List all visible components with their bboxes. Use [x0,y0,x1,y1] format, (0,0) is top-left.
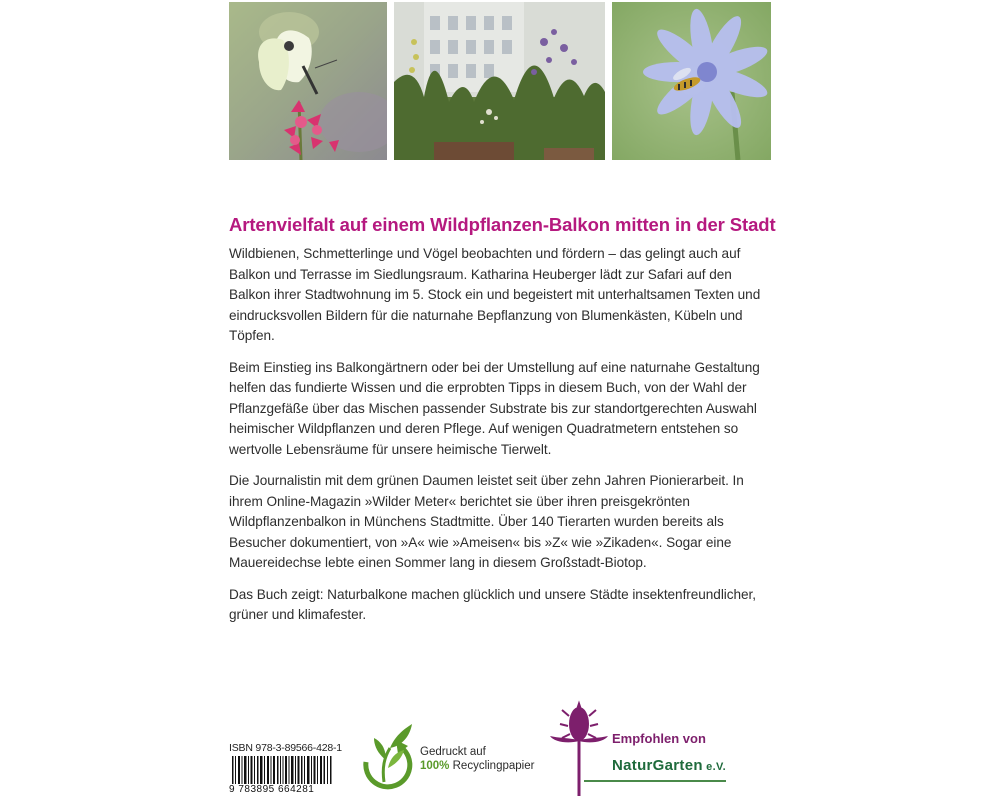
balcony-photo [394,2,605,160]
recycling-note-line2 [420,759,534,773]
blurb-paragraph-2: Beim Einstieg ins Balkongärtnern oder bei der Umstellung auf eine naturnahe Gestaltung helfen das fundierte Wissen und die erprobten Tipps in diesem Buch, von der Wahl der Pflanzgefäße über das Mischen passender Substrate bis zur standortgerechten Auswahl heimischer Wildpflanzen und deren Pflege. Auf wenigen Quadratmetern entstehen so wertvolle Lebensräume für unsere heimische Tierwelt. [229,359,760,457]
recycling-percent: 100% [420,760,450,772]
blurb-paragraph-4: Das Buch zeigt: Naturbalkone machen glücklich und unsere Städte insektenfreundlicher, grüner und klimafester. [229,586,756,622]
butterfly-photo [229,2,387,160]
blurb-paragraph-3: Die Journalistin mit dem grünen Daumen leistet seit über zehn Jahren Pionierarbeit. In ihrem Online-Magazin »Wilder Meter« berichtet sie über ihren preisgekrönten Wildpflanzenbalkon in Münchens Stadtmitte. Über 140 Tierarten wurden bereits als Besucher dokumentiert, von »A« wie »Ameisen« bis »Z« wie »Zikaden«. Sogar eine Mauereidechse lebte einen Sommer lang in diesem Großstadt-Biotop. [229,473,744,570]
barcode-digits: 9 783895 664281 [229,784,339,797]
naturgarten-suffix: e.V. [702,761,726,773]
isbn-label: ISBN 978-3-89566-428-1 [229,742,342,754]
recycling-note-line1: Gedruckt auf [420,746,486,758]
recycling-note-rest: Recyclingpapier [449,760,535,772]
naturgarten-underline [584,780,726,782]
recommended-by-label: Empfohlen von [612,731,706,746]
naturgarten-logo [584,753,734,785]
recycle-leaf-icon [356,718,416,796]
naturgarten-wordmark [612,757,726,774]
blurb-paragraph-1: Wildbienen, Schmetterlinge und Vögel beobachten und fördern – das gelingt auch auf Balkon und Terrasse im Siedlungsraum. Katharina Heuberger lädt zur Safari auf den Balkon ihrer Stadtwohnung im 5. Stock ein und begeistert mit unterhaltsamen Texten und eindrucksvollen Bildern für die naturnahe Bepflanzung von Blumenkästen, Kübeln und Töpfen. [229,246,761,343]
chicory-photo [612,2,771,160]
blurb-headline: Artenvielfalt auf einem Wildpflanzen-Balkon mitten in der Stadt [229,214,776,235]
blurb-body [229,244,774,626]
naturgarten-name: NaturGarten [612,757,703,774]
recycling-note [420,745,534,773]
